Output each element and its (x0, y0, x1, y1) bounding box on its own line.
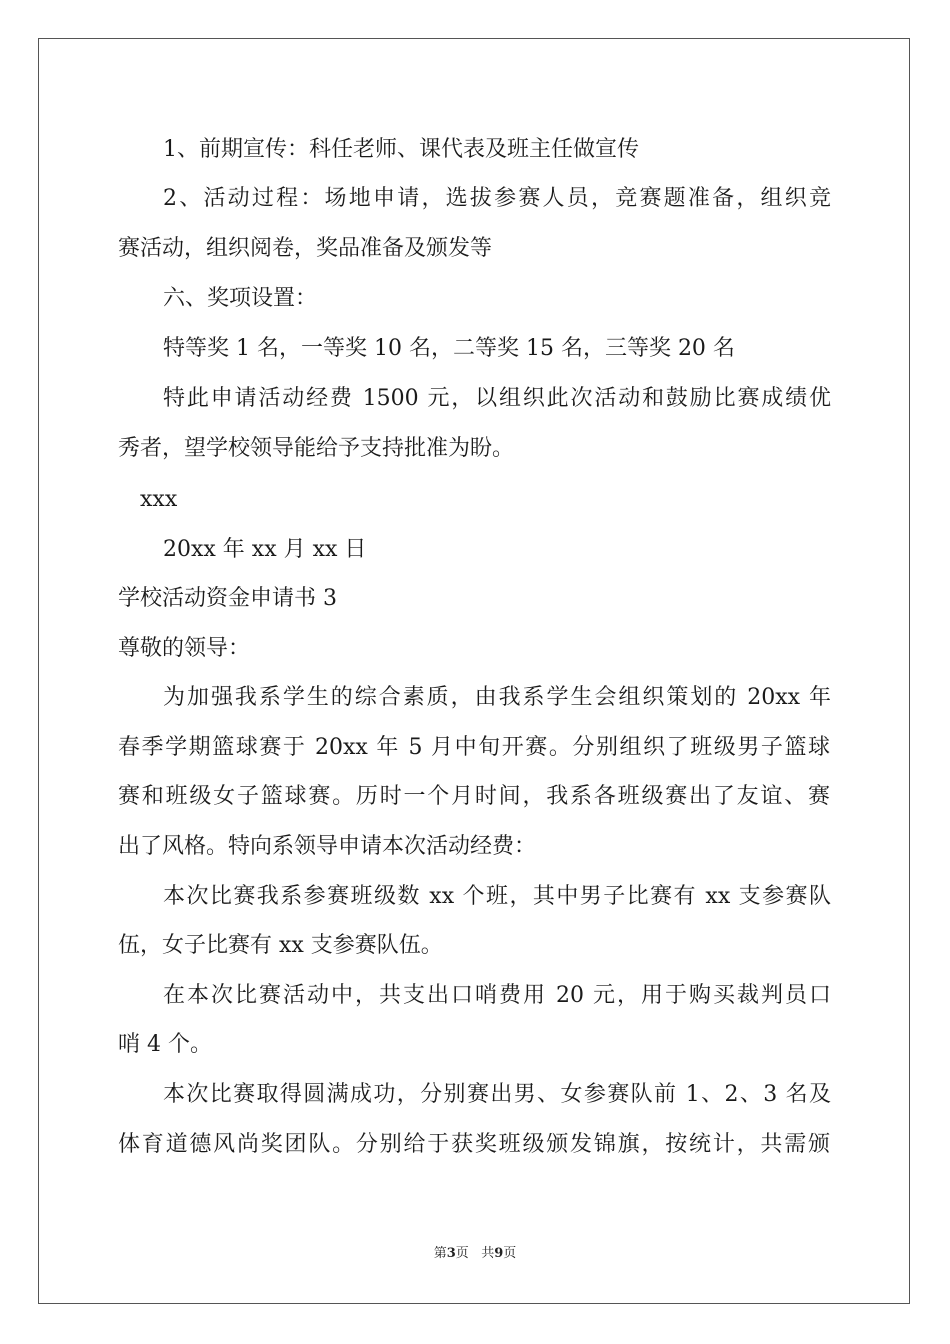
page-border (38, 38, 910, 1304)
salutation: 尊敬的领导： (118, 636, 251, 661)
para-results-line1: 本次比赛取得圆满成功，分别赛出男、女参赛队前 1、2、3 名及 (163, 1082, 831, 1107)
para-intro-line4: 出了风格。特向系领导申请本次活动经费： (118, 834, 537, 859)
para-request-line1: 特此申请活动经费 1500 元，以组织此次活动和鼓励比赛成绩优 (163, 386, 831, 411)
para-intro-line3: 赛和班级女子篮球赛。历时一个月时间，我系各班级赛出了友谊、赛 (118, 784, 830, 809)
para-publicity: 1、前期宣传：科任老师、课代表及班主任做宣传 (163, 137, 639, 162)
para-intro-line1: 为加强我系学生的综合素质，由我系学生会组织策划的 20xx 年 (163, 685, 831, 710)
heading-awards: 六、奖项设置： (163, 286, 318, 311)
para-process-line2: 赛活动，组织阅卷，奖品准备及颁发等 (118, 236, 493, 261)
date: 20xx 年 xx 月 xx 日 (163, 537, 367, 562)
total-pages-number: 9 (494, 1246, 504, 1261)
para-results-line2: 体育道德风尚奖团队。分别给于获奖班级颁发锦旗，按统计，共需颁 (118, 1132, 830, 1157)
para-teams-line1: 本次比赛我系参赛班级数 xx 个班，其中男子比赛有 xx 支参赛队 (163, 884, 831, 909)
para-process-line1: 2、活动过程：场地申请，选拔参赛人员，竞赛题准备，组织竞 (163, 186, 831, 211)
section-title: 学校活动资金申请书 3 (118, 586, 337, 611)
signature: xxx (140, 487, 178, 512)
para-whistle-line1: 在本次比赛活动中，共支出口哨费用 20 元，用于购买裁判员口 (163, 983, 831, 1008)
current-page-number: 3 (446, 1246, 456, 1261)
para-intro-line2: 春季学期篮球赛于 20xx 年 5 月中旬开赛。分别组织了班级男子篮球 (118, 735, 830, 760)
para-request-line2: 秀者，望学校领导能给予支持批准为盼。 (118, 436, 515, 461)
page-footer (0, 1245, 950, 1263)
para-teams-line2: 伍，女子比赛有 xx 支参赛队伍。 (118, 933, 443, 958)
footer-mid: 页 共 (455, 1246, 495, 1261)
para-awards-list: 特等奖 1 名，一等奖 10 名，二等奖 15 名，三等奖 20 名 (163, 336, 735, 361)
footer-suffix: 页 (503, 1246, 517, 1261)
footer-prefix: 第 (433, 1246, 447, 1261)
para-whistle-line2: 哨 4 个。 (118, 1032, 212, 1057)
